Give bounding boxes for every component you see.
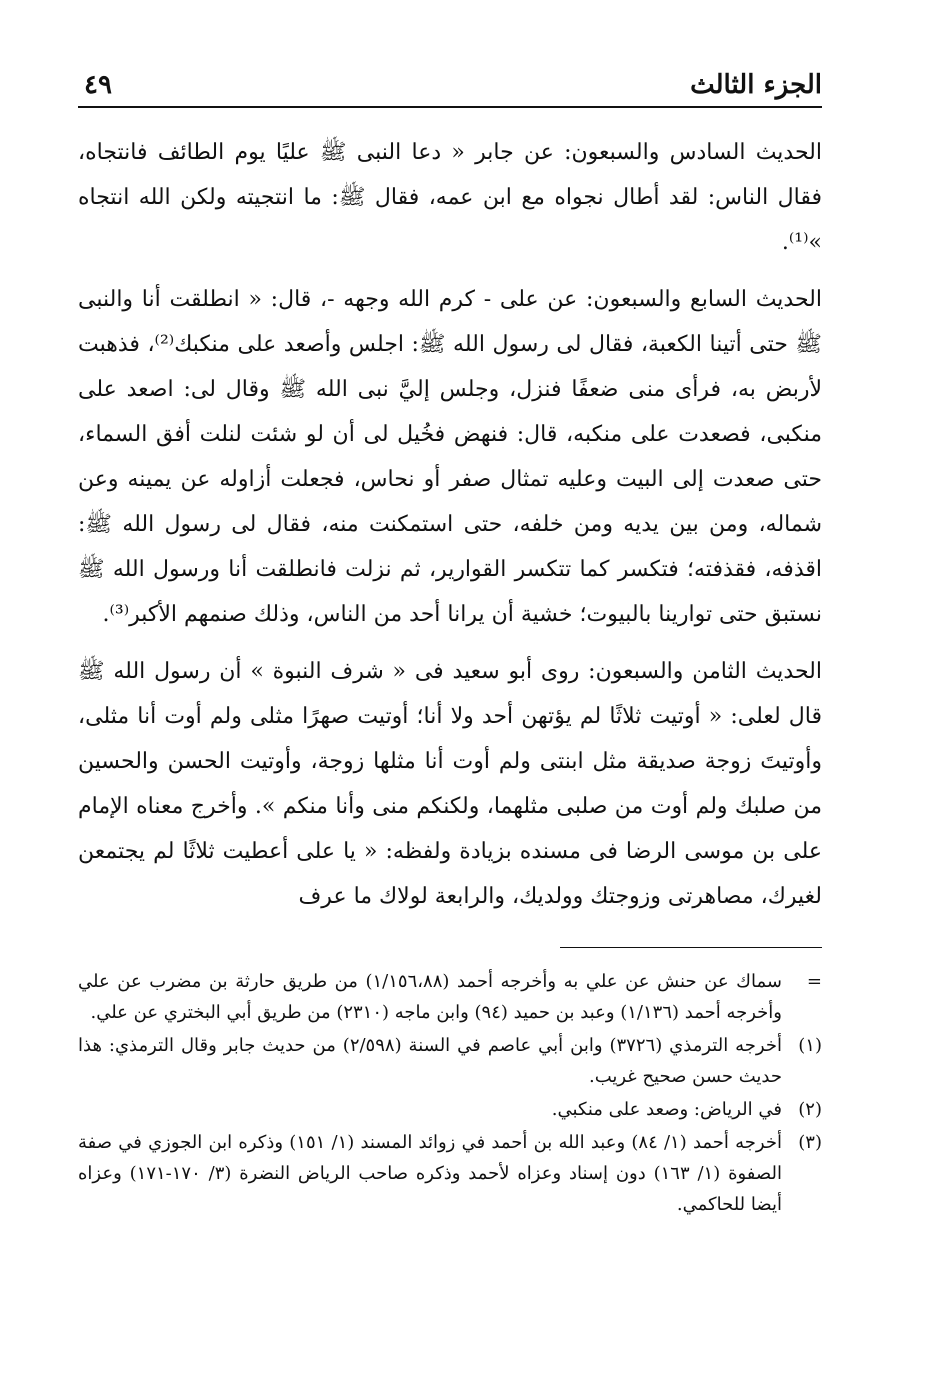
- hadith-77-paragraph: الحديث السابع والسبعون: عن على - كرم الله وجهه -، قال: « انطلقت أنا والنبى ﷺ حتى أتينا الكعبة، فقال لى رسول الله ﷺ: اجلس وأصعد على منكبك⁽²⁾، فذهبت لأربض به، فرأى منى ضعفًا فنزل، وجلس إليَّ نبى الله ﷺ وقال لى: اصعد على منكبى، فصعدت على منكبه، قال: فنهض فخُيل لى أن لو شئت لنلت أفق السماء، حتى صعدت إلى البيت وعليه تمثال صفر أو نحاس، فجعلت أزاوله عن يمينه وعن شماله، ومن بين يديه ومن خلفه، حتى استمكنت منه، فقال لى رسول الله ﷺ: اقذفه، فقذفته؛ فتكسر كما تتكسر القوارير، ثم نزلت فانطلقت أنا ورسول الله ﷺ نستبق حتى توارينا بالبيوت؛ خشية أن يرانا أحد من الناس، وذلك صنمهم الأكبر⁽³⁾.: [78, 287, 823, 627]
- footnote-separator: [560, 947, 822, 948]
- footnote-marker: (١): [798, 1035, 822, 1056]
- hadith-76-paragraph: الحديث السادس والسبعون: عن جابر « دعا النبى ﷺ عليًا يوم الطائف فانتجاه، فقال الناس: لقد أطال نجواه مع ابن عمه، فقال ﷺ: ما انتجيته ولكن الله انتجاه »⁽¹⁾.: [78, 140, 822, 255]
- footnote-marker: (٢): [798, 1099, 822, 1120]
- footnote-text: أخرجه الترمذي (٣٧٢٦) وابن أبي عاصم في السنة (٢/٥٩٨) من حديث جابر وقال الترمذي: هذا حديث حسن صحيح غريب.: [78, 1035, 782, 1087]
- footnote-marker: =: [806, 971, 822, 992]
- page-number: ٤٩: [84, 70, 112, 100]
- footnote-2: [78, 1094, 822, 1125]
- footnote-marker: (٣): [798, 1132, 822, 1153]
- footnote-3: [78, 1127, 822, 1220]
- running-title: الجزء الثالث: [690, 70, 822, 100]
- main-text: [78, 130, 822, 919]
- footnote-text: في الرياض: وصعد على منكبي.: [551, 1099, 782, 1120]
- footnotes: [78, 966, 822, 1220]
- footnote-text: أخرجه أحمد (١/ ٨٤) وعبد الله بن أحمد في زوائد المسند (١/ ١٥١) وذكره ابن الجوزي في صفة الصفوة (١/ ١٦٣) دون إسناد وعزاه لأحمد وذكره صاحب الرياض النضرة (٣/ ١٧٠-١٧١) وعزاه أيضا للحاكمي.: [78, 1132, 782, 1215]
- footnote-1: [78, 1030, 822, 1092]
- book-page: [78, 60, 822, 1222]
- footnote-continuation: [78, 966, 822, 1028]
- hadith-78-paragraph: الحديث الثامن والسبعون: روى أبو سعيد فى « شرف النبوة » أن رسول الله ﷺ قال لعلى: « أوتيت ثلاثًا لم يؤتهن أحد ولا أنا؛ أوتيت صهرًا مثلى ولم أوت أنا مثلى، وأوتيتَ زوجة صديقة مثل ابنتى ولم أوت أنا مثلها زوجة، وأوتيت الحسن والحسين من صلبك ولم أوت من صلبى مثلهما، ولكنكم منى وأنا منكم ». وأخرج معناه الإمام على بن موسى الرضا فى مسنده بزيادة ولفظه: « يا على أعطيت ثلاثًا لم يجتمعن لغيرك، مصاهرتى وزوجتك وولديك، والرابعة لولاك ما عرف: [78, 659, 822, 909]
- footnote-text: سماك عن حنش عن علي به وأخرجه أحمد (١/١٥٦،٨٨) من طريق حارثة بن مضرب عن علي وأخرجه أحمد (١/١٣٦) وعبد بن حميد (٩٤) وابن ماجه (٢٣١٠) من طريق أبي البختري عن علي.: [78, 971, 782, 1023]
- page-header: [78, 60, 822, 108]
